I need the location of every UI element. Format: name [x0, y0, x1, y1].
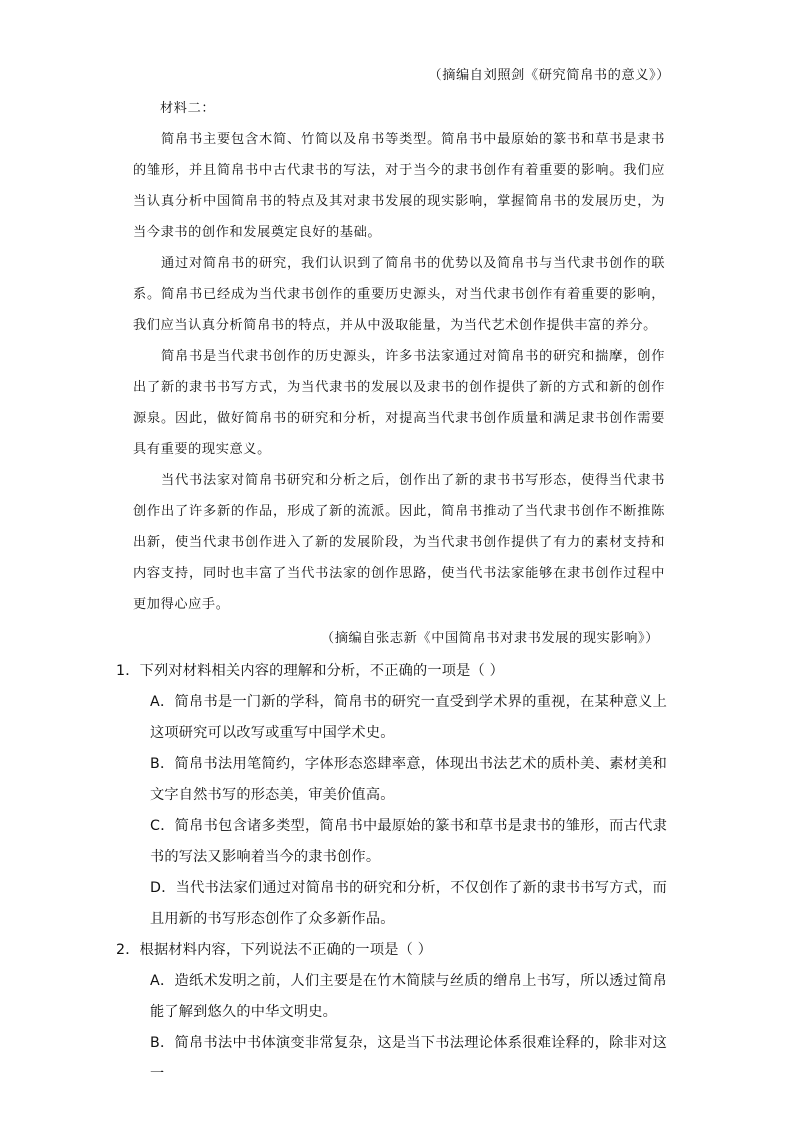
question-stem: 2．根据材料内容，下列说法不正确的一项是（ ）	[116, 942, 433, 958]
question-list	[116, 656, 667, 1090]
question-option: D．当代书法家们通过对简帛书的研究和分析，不仅创作了新的隶书书写方式，而且用新的书写形态创作了众多新作品。	[150, 880, 667, 927]
question-option: B．简帛书法用笔简约，字体形态恣肆率意，体现出书法艺术的质朴美、素材美和文字自然书写的形态美，审美价值高。	[150, 756, 667, 803]
paragraph: 简帛书主要包含木简、竹简以及帛书等类型。简帛书中最原始的篆书和草书是隶书的雏形，并且简帛书中古代隶书的写法，对于当今的隶书创作有着重要的影响。我们应当认真分析中国简帛书的特点及其对隶书发展的现实影响，掌握简帛书的发展历史，为当今隶书的创作和发展奠定良好的基础。	[133, 132, 665, 240]
material-body	[133, 124, 665, 620]
paragraph: 通过对简帛书的研究，我们认识到了简帛书的优势以及简帛书与当代隶书创作的联系。简帛书已经成为当代隶书创作的重要历史源头，对当代隶书创作有着重要的影响，我们应当认真分析简帛书的特点，并从中汲取能量，为当代艺术创作提供丰富的养分。	[133, 256, 665, 333]
question-option: B．简帛书法中书体演变非常复杂，这是当下书法理论体系很难诠释的，除非对这一	[150, 1035, 667, 1082]
question-stem: 1．下列对材料相关内容的理解和分析，不正确的一项是（ ）	[116, 663, 505, 679]
question-2	[116, 935, 667, 1090]
paragraph: 简帛书是当代隶书创作的历史源头，许多书法家通过对简帛书的研究和揣摩，创作出了新的隶书书写方式，为当代隶书的发展以及隶书的创作提供了新的方式和新的创作源泉。因此，做好简帛书的研究和分析，对提高当代隶书创作质量和满足隶书创作需要具有重要的现实意义。	[133, 349, 665, 457]
source-citation-top: （摘编自刘照剑《研究简帛书的意义》）	[428, 68, 670, 83]
material-label: 材料二：	[160, 101, 216, 116]
question-option: A．造纸术发明之前，人们主要是在竹木简牍与丝质的缯帛上书写，所以透过简帛能了解到悠久的中华文明史。	[150, 973, 667, 1020]
question-option: C．简帛书包含诸多类型，简帛书中最原始的篆书和草书是隶书的雏形，而古代隶书的写法又影响着当今的隶书创作。	[150, 818, 667, 865]
question-option: A．简帛书是一门新的学科，简帛书的研究一直受到学术界的重视，在某种意义上这项研究可以改写或重写中国学术史。	[150, 694, 667, 741]
source-citation-bottom: （摘编自张志新《中国简帛书对隶书发展的现实影响》）	[320, 631, 659, 646]
question-1	[116, 656, 667, 935]
paragraph: 当代书法家对简帛书研究和分析之后，创作出了新的隶书书写形态，使得当代隶书创作出了许多新的作品，形成了新的流派。因此，简帛书推动了当代隶书创作不断推陈出新，使当代隶书创作进入了新的发展阶段，为当代隶书创作提供了有力的素材支持和内容支持，同时也丰富了当代书法家的创作思路，使当代书法家能够在隶书创作过程中更加得心应手。	[133, 473, 665, 612]
